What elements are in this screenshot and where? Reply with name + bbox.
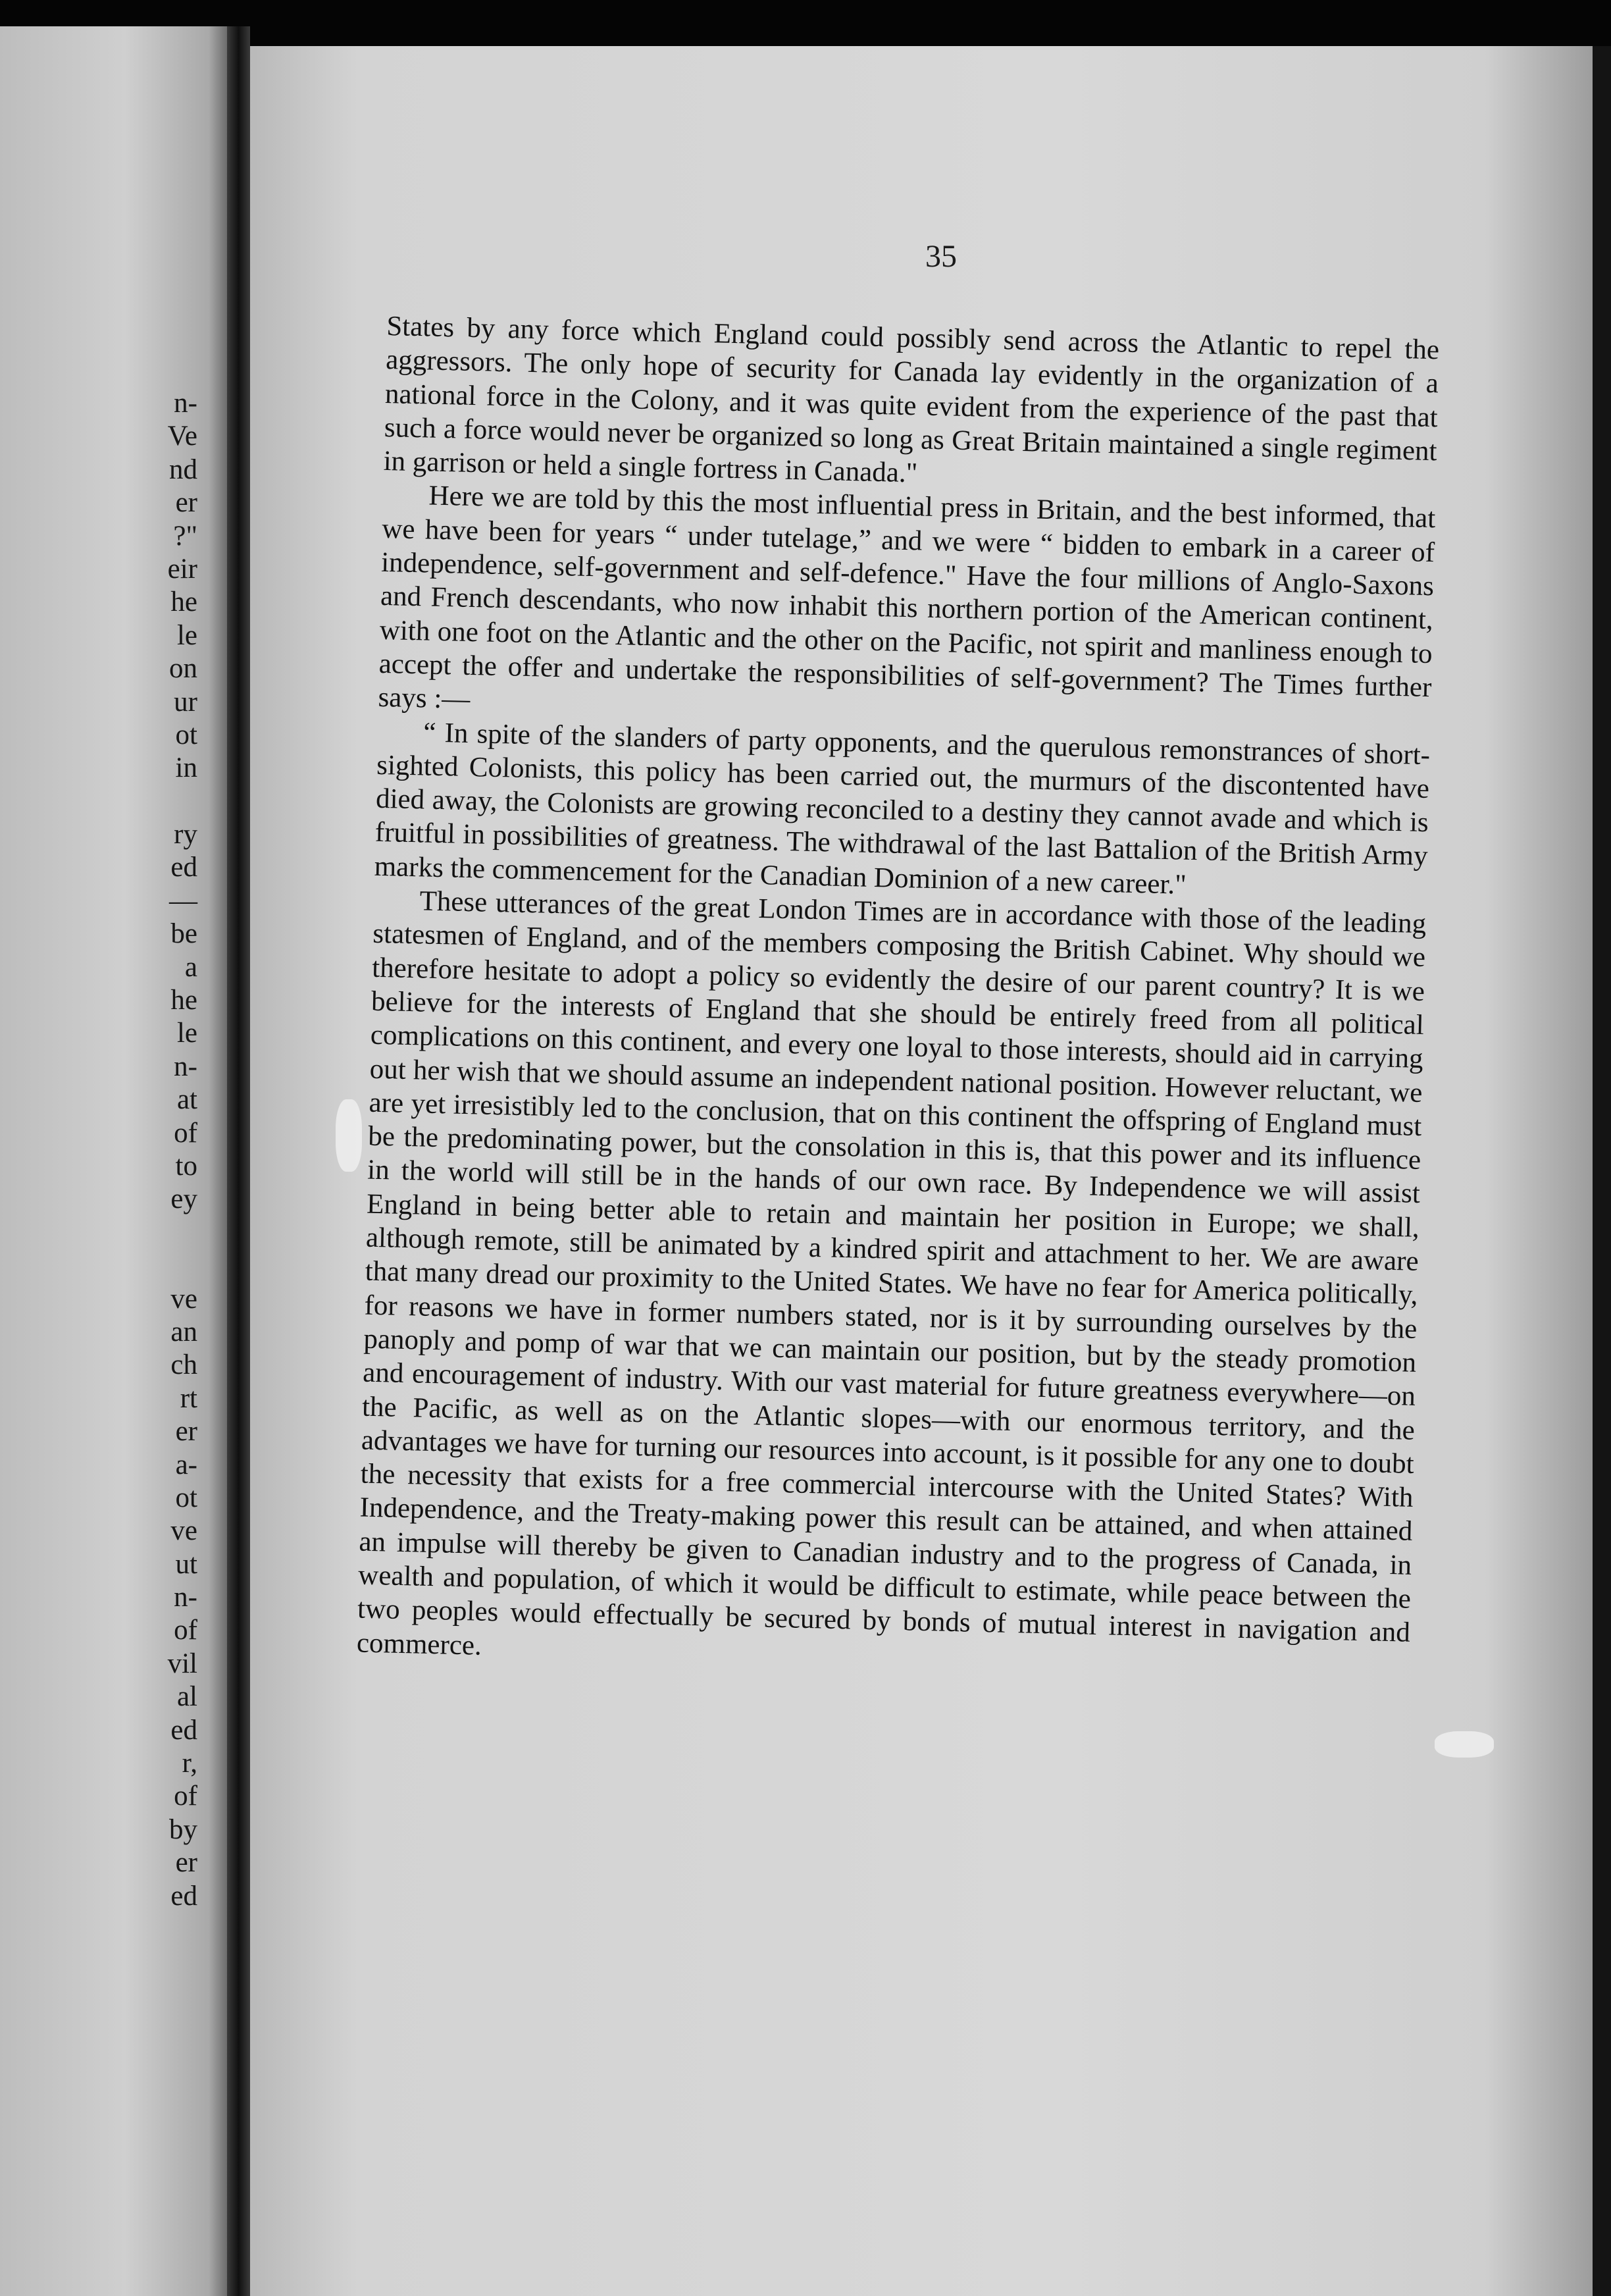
margin-fragment: ed bbox=[170, 1714, 197, 1746]
margin-fragment: er bbox=[175, 487, 197, 519]
margin-fragment: he bbox=[170, 587, 197, 618]
margin-fragment: vil bbox=[167, 1648, 197, 1679]
margin-fragment: ut bbox=[175, 1548, 197, 1580]
margin-fragment: — bbox=[169, 885, 197, 916]
margin-fragment: in bbox=[175, 752, 197, 784]
margin-fragment: an bbox=[170, 1316, 197, 1347]
margin-fragment: Ve bbox=[167, 421, 197, 452]
left-page bbox=[0, 26, 227, 2296]
paragraph-1: States by any force which England could possibly send across the Atlantic to repel the aggressors. The only hope of security for Canada lay evidently in the organization of a national force in the Colony, and it was quite evident from the experience of the past that such a force would never be organized so long as Great Britain maintained a single regiment in garrison or held a single fortress in Canada." bbox=[383, 310, 1440, 489]
margin-fragment: n- bbox=[174, 388, 197, 419]
margin-fragment bbox=[0, 1249, 197, 1282]
quoted-paragraph: “ In spite of the slanders of party opponents, and the querulous remonstrances of short-sighted Colonists, this policy has been carried out, the murmurs of the discontented have died away, the Colonists are growing reconciled to a destiny they cannot avade and which is fruitful in possibilities of greatness. The withdrawal of the last Battalion of the British Army marks the commencement for the Canadian Dominion of a new career." bbox=[374, 716, 1431, 900]
margin-fragment: ed bbox=[170, 852, 197, 883]
margin-fragment: a- bbox=[175, 1449, 197, 1480]
margin-fragment: he bbox=[170, 985, 197, 1016]
margin-fragment bbox=[0, 1216, 197, 1249]
margin-fragment: be bbox=[170, 918, 197, 950]
page-text bbox=[356, 309, 1439, 1684]
margin-fragment: le bbox=[176, 619, 197, 651]
left-page-margin-fragments bbox=[0, 387, 197, 1913]
margin-fragment: n- bbox=[174, 1582, 197, 1613]
margin-fragment: ry bbox=[174, 819, 197, 850]
margin-fragment: al bbox=[176, 1681, 197, 1713]
margin-fragment: ed bbox=[170, 1880, 197, 1912]
margin-fragment: er bbox=[175, 1416, 197, 1448]
paragraph-2: Here we are told by this the most influential press in Britain, and the best informed, that we have been for years “ under tutelage,” and we were “ bidden to embark in a career of independence, self-government and self-defence." Have the four millions of Anglo-Saxons and French descendants, who now inhabit this northern portion of the American continent, with one foot on the Atlantic and the other on the Pacific, not spirit and manliness enough to accept the offer and undertake the responsibilities of self-government? The Times further says :— bbox=[378, 481, 1436, 716]
margin-fragment: ot bbox=[175, 1482, 197, 1513]
margin-fragment: eir bbox=[167, 553, 197, 585]
margin-fragment: ur bbox=[174, 686, 197, 718]
margin-fragment: le bbox=[176, 1018, 197, 1049]
margin-fragment: at bbox=[176, 1084, 197, 1116]
margin-fragment: ve bbox=[170, 1283, 197, 1315]
page-number: 35 bbox=[925, 239, 957, 274]
margin-fragment: of bbox=[174, 1117, 197, 1149]
margin-fragment: rt bbox=[180, 1382, 197, 1414]
margin-fragment: ey bbox=[170, 1184, 197, 1215]
margin-fragment: r, bbox=[182, 1748, 197, 1779]
margin-fragment: ch bbox=[170, 1349, 197, 1381]
book-gutter bbox=[227, 26, 250, 2296]
paragraph-4: These utterances of the great London Times are in accordance with those of the leading statesmen of England, and of the members composing the British Cabinet. Why should we therefore hesitate to adopt a policy so evidently the desire of our parent country? It is we believe for the interests of England that she should be entirely freed from all political complications on this continent, and every one loyal to those interests, should aid in carrying out her wish that we should assume an independent national position. However reluctant, we are yet irresistibly led to the conclusion, that on this continent the offspring of England must be the predominating power, but the consolation in this is, that this power and its influence in the world will still be in the hands of our own race. By Independence we will assist England in being better able to retain and maintain her position in Europe; we shall, although remote, still be animated by a kindred spirit and attachment to her. We are aware that many dread our proximity to the United States. We have no fear for America politically, for reasons we have in former numbers stated, nor is it by surrounding ourselves by the panoply and pomp of war that we can maintain our position, but by the steady promotion and encouragement of industry. With our vast material for future greatness everywhere—on the Pacific, as well as on the Atlantic slopes—with our enormous territory, and the advantages we have for turning our resources into account, is it possible for any one to doubt the necessity that exists for a free commercial intercourse with the United States? With Independence, and the Treaty-making power this result can be attained, and when attained an impulse will thereby be given to Canadian industry and to the progress of Canada, in wealth and population, of which it would be difficult to estimate, while peace between the two peoples would effectually be secured by bonds of mutual interest in navigation and commerce. bbox=[356, 885, 1427, 1661]
margin-fragment bbox=[0, 785, 197, 818]
right-page-edge bbox=[1593, 46, 1611, 2296]
margin-fragment: of bbox=[174, 1615, 197, 1646]
margin-fragment: ve bbox=[170, 1515, 197, 1547]
paper-spot bbox=[336, 1099, 362, 1172]
margin-fragment: a bbox=[184, 951, 197, 983]
paper-spot bbox=[1435, 1731, 1494, 1758]
margin-fragment: ot bbox=[175, 719, 197, 750]
margin-fragment: er bbox=[175, 1847, 197, 1879]
margin-fragment: n- bbox=[174, 1051, 197, 1082]
margin-fragment: on bbox=[169, 653, 197, 685]
margin-fragment: ?" bbox=[173, 520, 197, 552]
margin-fragment: nd bbox=[169, 454, 197, 485]
margin-fragment: by bbox=[169, 1813, 197, 1845]
margin-fragment: of bbox=[174, 1781, 197, 1812]
margin-fragment: to bbox=[175, 1150, 197, 1182]
